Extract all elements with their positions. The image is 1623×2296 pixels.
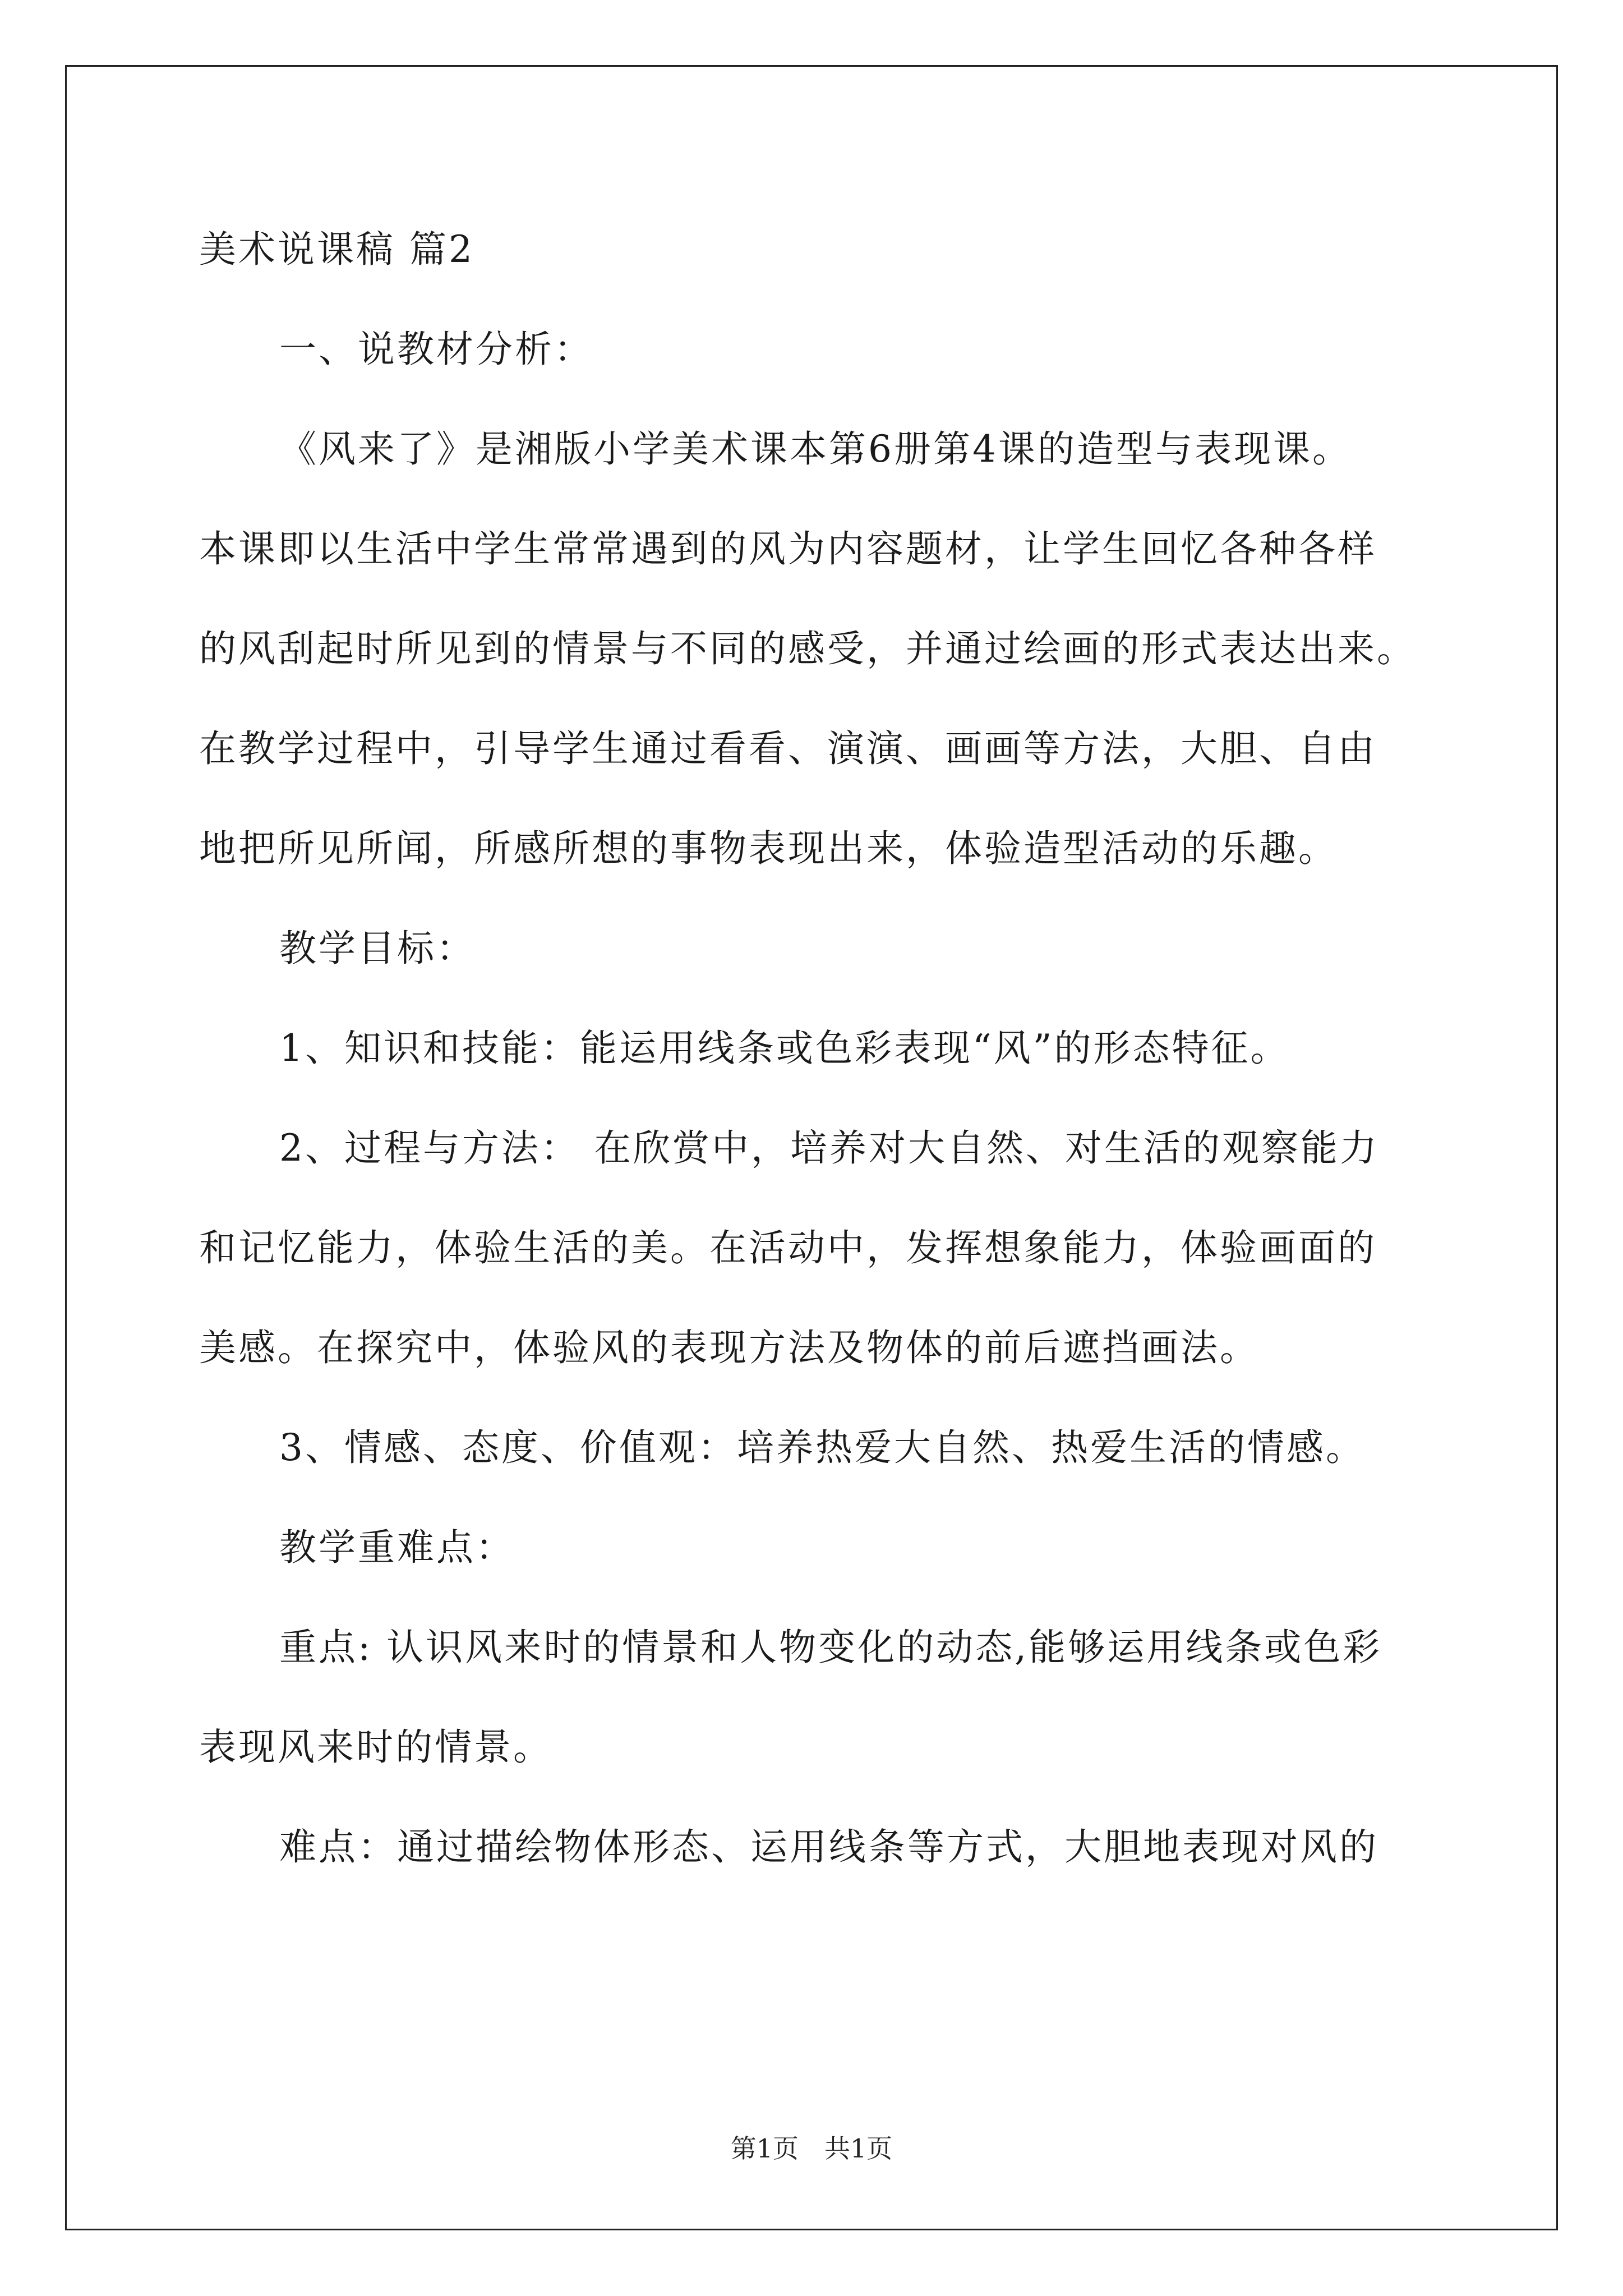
paragraph-line: 的风刮起时所见到的情景与不同的感受，并通过绘画的形式表达出来。 bbox=[199, 627, 1416, 670]
key-point-item: 重点: 认识风来时的情景和人物变化的动态,能够运用线条或色彩 bbox=[279, 1626, 1382, 1669]
page-footer: 第1页 共1页 bbox=[730, 2133, 893, 2164]
document-heading: 美术说课稿 篇2 bbox=[199, 228, 474, 271]
difficulty-item: 难点：通过描绘物体形态、运用线条等方式，大胆地表现对风的 bbox=[279, 1825, 1378, 1869]
objective-item: 3、情感、态度、价值观：培养热爱大自然、热爱生活的情感。 bbox=[279, 1426, 1365, 1469]
section-heading-objectives: 教学目标： bbox=[279, 927, 476, 970]
paragraph-line: 地把所见所闻，所感所想的事物表现出来，体验造型活动的乐趣。 bbox=[199, 827, 1338, 870]
section-heading-key-points: 教学重难点： bbox=[279, 1526, 515, 1569]
section-heading-material: 一、说教材分析： bbox=[279, 328, 593, 371]
paragraph-line: 和记忆能力，体验生活的美。在活动中，发挥想象能力，体验画面的 bbox=[199, 1226, 1377, 1269]
objective-item: 2、过程与方法： 在欣赏中，培养对大自然、对生活的观察能力 bbox=[279, 1126, 1379, 1170]
paragraph-line: 《风来了》是湘版小学美术课本第6册第4课的造型与表现课。 bbox=[279, 427, 1352, 471]
paragraph-line: 美感。在探究中，体验风的表现方法及物体的前后遮挡画法。 bbox=[199, 1326, 1259, 1369]
paragraph-line: 在教学过程中，引导学生通过看看、演演、画画等方法，大胆、自由 bbox=[199, 727, 1377, 770]
paragraph-line: 表现风来时的情景。 bbox=[199, 1726, 552, 1769]
paragraph-line: 本课即以生活中学生常常遇到的风为内容题材，让学生回忆各种各样 bbox=[199, 527, 1377, 570]
document-body bbox=[199, 224, 1422, 1922]
objective-item: 1、知识和技能：能运用线条或色彩表现“风”的形态特征。 bbox=[279, 1027, 1290, 1070]
